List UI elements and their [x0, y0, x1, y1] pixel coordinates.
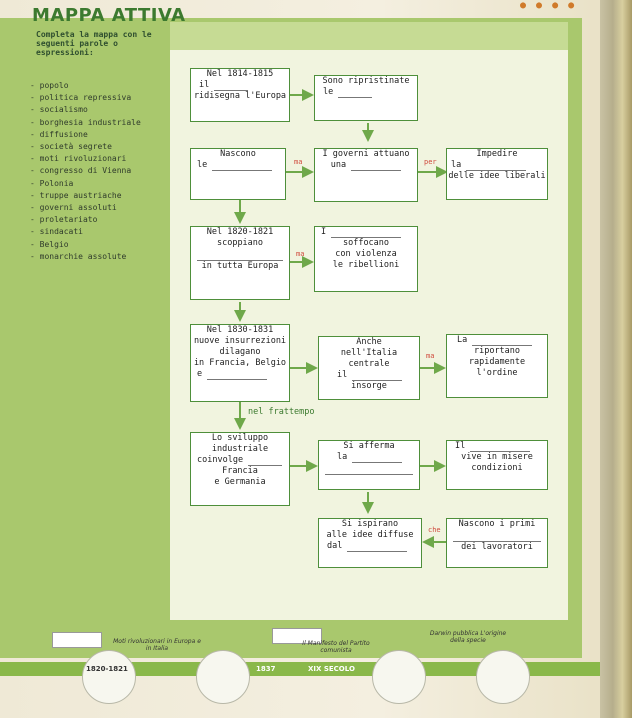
connector-ma: ma — [296, 250, 305, 258]
box-central-italy: Anche nell'Italia centrale il insorge — [318, 336, 420, 400]
timeline-label: Il Manifesto del Partito comunista — [302, 640, 370, 654]
answer-blank[interactable] — [207, 370, 267, 380]
timeline-circle — [196, 650, 250, 704]
answer-blank[interactable] — [197, 251, 283, 261]
word-item: - politica repressiva — [30, 93, 132, 103]
box-proletariat: Il vive in misere condizioni — [446, 440, 548, 490]
book-edge — [600, 0, 632, 718]
decorative-dots: ● ● ● ● — [520, 0, 577, 11]
answer-blank[interactable] — [453, 532, 541, 542]
word-item: - truppe austriache — [30, 190, 122, 200]
box-industrial-bourgeoisie: Si afferma la — [318, 440, 420, 490]
box-austrian-troops: I soffocano con violenza le ribellioni — [314, 226, 418, 292]
box-1830-insurrections: Nel 1830-1831 nuove insurrezioni dilagano in Francia, Belgio e — [190, 324, 290, 402]
word-item: - diffusione — [30, 129, 88, 139]
answer-blank[interactable] — [466, 161, 526, 171]
answer-blank[interactable] — [214, 81, 248, 91]
box-socialism: Si ispirano alle idee diffuse dal — [318, 518, 422, 568]
box-1820-uprisings: Nel 1820-1821 scoppiano in tutta Europa — [190, 226, 290, 300]
word-item: - socialismo — [30, 105, 88, 115]
nel-frattempo-label: nel frattempo — [248, 407, 315, 417]
answer-blank[interactable] — [338, 88, 372, 98]
timeline — [0, 620, 600, 718]
timeline-label: Darwin pubblica L'origine della specie — [429, 630, 507, 644]
box-trade-unions: Nascono i primi dei lavoratori — [446, 518, 548, 568]
word-item: - borghesia industriale — [30, 117, 141, 127]
word-item: - Belgio — [30, 239, 69, 249]
word-item: - società segrete — [30, 142, 112, 152]
instructions: Completa la mappa con le seguenti parole o espressioni: — [36, 30, 152, 57]
box-restored: Sono ripristinate le — [314, 75, 418, 121]
answer-blank[interactable] — [472, 336, 532, 346]
word-item: - sindacati — [30, 227, 83, 237]
answer-blank[interactable] — [347, 542, 407, 552]
connector-per: per — [424, 158, 437, 166]
timeline-circle — [476, 650, 530, 704]
timeline-year: 1820-1821 — [86, 665, 128, 673]
box-repressive-policy: I governi attuano una — [314, 148, 418, 202]
page-title: MAPPA ATTIVA — [32, 5, 186, 26]
connector-ma: ma — [294, 158, 303, 166]
answer-blank[interactable] — [248, 456, 282, 466]
connector-ma: ma — [426, 352, 435, 360]
word-item: - Polonia — [30, 178, 74, 188]
box-prevent-diffusion: Impedire la delle idee liberali — [446, 148, 548, 200]
timeline-year: XIX SECOLO — [308, 665, 355, 673]
box-order-restored: La riportano rapidamente l'ordine — [446, 334, 548, 398]
word-item: - governi assoluti — [30, 203, 117, 213]
timeline-year: 1837 — [256, 665, 276, 673]
word-item: - monarchie assolute — [30, 251, 127, 261]
answer-blank[interactable] — [351, 161, 401, 171]
connector-che: che — [428, 526, 441, 534]
box-congress: Nel 1814-1815 il ridisegna l'Europa — [190, 68, 290, 122]
box-secret-societies: Nascono le — [190, 148, 286, 200]
timeline-circle — [82, 650, 136, 704]
word-item: - moti rivoluzionari — [30, 154, 127, 164]
timeline-circle — [372, 650, 426, 704]
timeline-blank[interactable] — [52, 632, 102, 648]
answer-blank[interactable] — [352, 453, 402, 463]
box-industrial-development: Lo sviluppo industriale coinvolge Francia e Germania — [190, 432, 290, 506]
timeline-label: Moti rivoluzionari in Europa e in Italia — [113, 638, 201, 652]
answer-blank[interactable] — [331, 228, 401, 238]
answer-blank[interactable] — [352, 371, 402, 381]
word-item: - proletariato — [30, 215, 98, 225]
answer-blank[interactable] — [212, 161, 272, 171]
word-item: - congresso di Vienna — [30, 166, 132, 176]
word-item: - popolo — [30, 81, 69, 90]
answer-blank[interactable] — [325, 465, 413, 475]
answer-blank[interactable] — [470, 442, 530, 452]
